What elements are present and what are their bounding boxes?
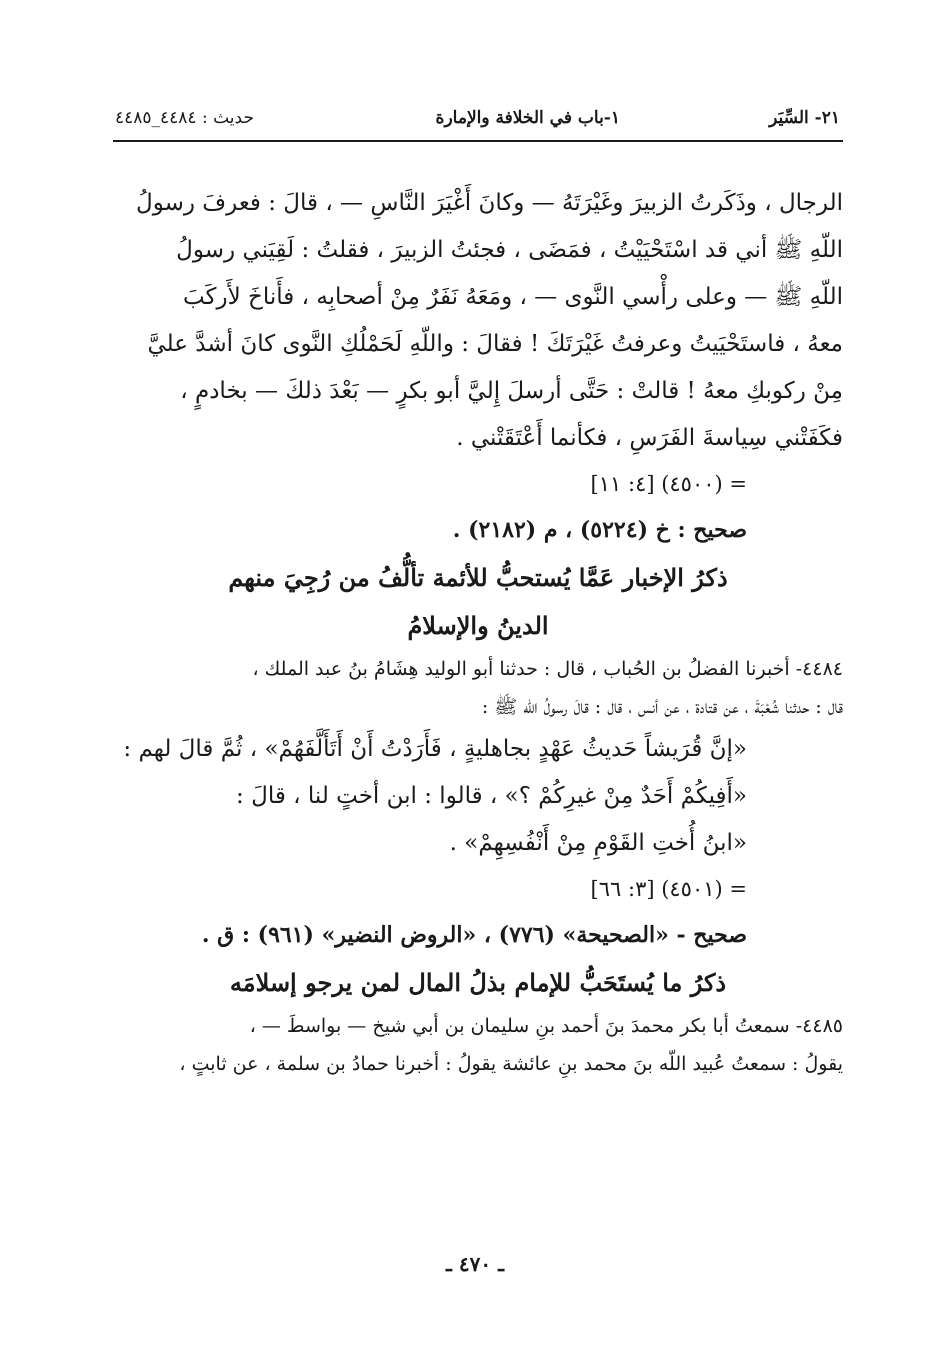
chapter-title: ١-باب في الخلافة والإمارة [435, 108, 620, 128]
hadith-text-line: «إنَّ قُرَيشاً حَديثُ عَهْدٍ بجاهليةٍ ، فَأَرَدْتُ أَنْ أَتَأَلَّفَهُمْ» ، ثُمَّ قالَ لهم : [123, 736, 747, 762]
running-header [115, 104, 840, 138]
hadith-range: حديث : ٤٤٨٤_٤٤٨٥ [115, 108, 254, 128]
section-heading: ذكرُ الإخبار عَمَّا يُستحبُّ للأئمة تألُّفُ من رُجِيَ منهم [228, 563, 728, 592]
section-heading-continued: الدينُ والإسلامُ [407, 611, 549, 640]
text-line: اللّهِ ﷺ أني قد اسْتَحْيَيْتُ ، فمَضَى ، فجئتُ الزبيرَ ، فقلتُ : لَقِيَني رسولُ [176, 237, 843, 263]
hadith-chain-line: يقولُ : سمعتُ عُبيد اللّه بنَ محمد بنِ عائشة يقولُ : أخبرنا حمادُ بن سلمة ، عن ثابتٍ ، [179, 1053, 843, 1075]
text-line: مِنْ ركوبكِ معهُ ! قالتْ : حَتَّى أرسلَ إِليَّ أبو بكرٍ — بَعْدَ ذلكَ — بخادمٍ ، [180, 378, 843, 404]
hadith-text-line: «أَفِيكُمْ أَحَدٌ مِنْ غيرِكُمْ ؟» ، قالوا : ابن أختٍ لنا ، قالَ : [236, 783, 747, 809]
hadith-text-line: «ابنُ أُختِ القَوْمِ مِنْ أَنْفُسِهِمْ» . [449, 830, 747, 856]
page-body [113, 180, 843, 1083]
text-line: فكَفَتْني سِياسةَ الفَرَسِ ، فكأنما أَعْتَقَتْني . [456, 425, 843, 451]
cross-reference: = (٤٥٠٠) [٤: ١١] [590, 472, 747, 496]
text-line: الرجال ، وذَكَرتُ الزبيرَ وغَيْرَتَهُ — وكانَ أَغْيَرَ النَّاسِ — ، قالَ : فعرفَ رسولُ [136, 190, 843, 216]
hadith-chain-line: ٤٤٨٥- سمعتُ أبا بكر محمدَ بنَ أحمد بنِ سليمان بن أبي شيخ — بواسطَ — ، [249, 1015, 843, 1037]
hadith-chain-line: قال : حدثنا شُعْبَةَ ، عن قتادة ، عن أنس ، قال : قالَ رسولُ اللّه ﷺ : [481, 696, 843, 718]
cross-reference: = (٤٥٠١) [٣: ٦٦] [590, 877, 747, 901]
section-title: ٢١- السِّيَر [769, 108, 840, 128]
header-rule [113, 140, 843, 142]
hadith-grade: صحيح : خ (٥٢٢٤) ، م (٢١٨٢) . [452, 517, 747, 543]
text-line: اللّهِ ﷺ — وعلى رأْسي النَّوى — ، ومَعَهُ نَفَرٌ مِنْ أصحابِه ، فأَناخَ لأَركَبَ [182, 284, 843, 310]
text-line: معهُ ، فاستَحْيَيتُ وعرفتُ غَيْرَتَكَ ! فقالَ : واللّهِ لَحَمْلُكِ النَّوى كانَ أشدَّ عليَّ [147, 331, 843, 357]
page-number: ـ ٤٧٠ ـ [446, 1252, 504, 1276]
hadith-grade: صحيح - «الصحيحة» (٧٧٦) ، «الروض النضير» (٩٦١) : ق . [201, 922, 747, 948]
hadith-chain-line: ٤٤٨٤- أخبرنا الفضلُ بن الحُباب ، قال : حدثنا أبو الوليد هِشَامُ بنُ عبد الملك ، [252, 658, 843, 680]
section-heading: ذكرُ ما يُستَحَبُّ للإمام بذلُ المال لمن يرجو إسلامَه [229, 968, 727, 997]
